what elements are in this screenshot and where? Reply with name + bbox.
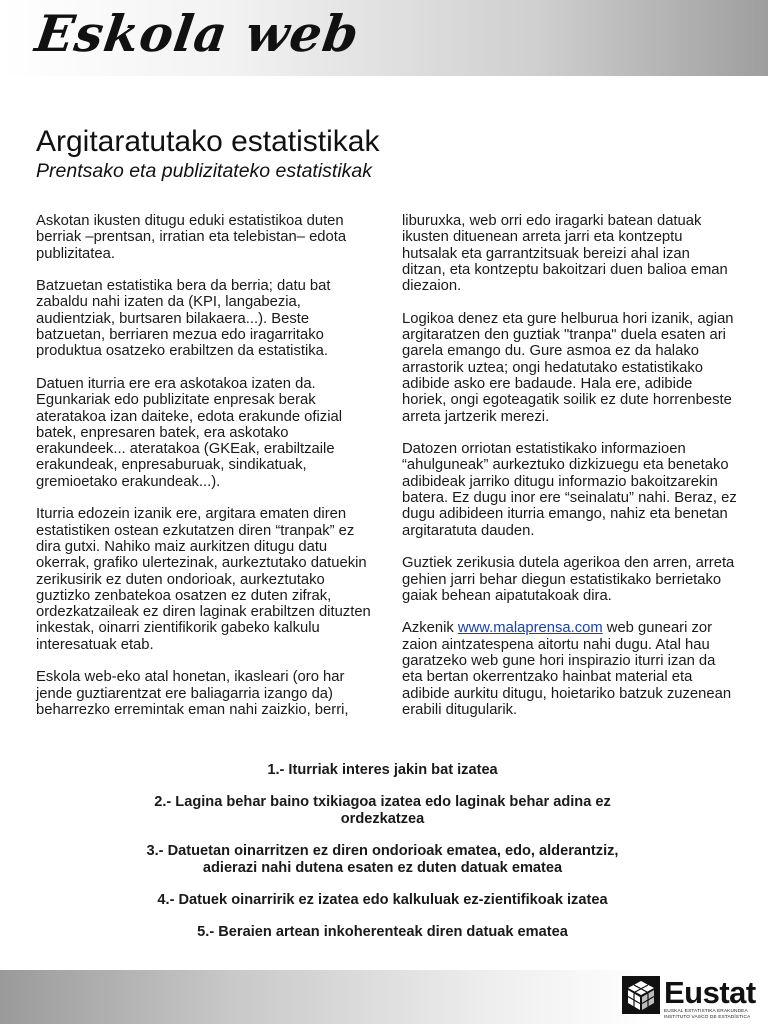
page-title: Argitaratutako estatistikak — [36, 125, 380, 158]
paragraph: Askotan ikusten ditugu eduki estatistikoa duten berriak –prentsan, irratian eta telebistan– edota publizitatea. — [36, 213, 347, 262]
right-column — [402, 213, 737, 735]
page-subtitle: Prentsako eta publizitateko estatistikak — [36, 160, 373, 182]
paragraph: Iturria edozein izanik ere, argitara ematen diren estatistiken ostean ezkutatzen diren “tranpak” ez dira gutxi. Nahiko maiz aurkitzen ditugu datu okerrak, grafiko ulertezinak, aurkeztutako datuekin zerikusirik ez duten ondorioak, aurkeztutako guztizko zenbatekoa osatzen ez duten zifrak, ordezkatzaileak ez diren laginak erabiltzen dituzten inkestak, oinarri zientifikorik gabeko kalkulu interesatuak etab. — [36, 506, 371, 653]
closing-text-end: web guneari zor zaion aintzatespena aitortu nahi dugu. Atal hau garatzeko web gune hori inspirazio iturri izan da eta bertan okerrentzako hainbat material eta adibide aurkitu ditugu, hoietariko batzuk zuzenean erabili ditugularik. — [402, 620, 732, 718]
header-band — [0, 0, 768, 76]
paragraph: Logikoa denez eta gure helburua hori izanik, agian argitaratzen den guztiak "tranpa" duela esaten ari garela emango du. Gure asmoa ez da halako arrastorik uztea; ongi hedatutako estatistikako adibide asko ere badaude. Hala ere, adibide horiek, ongi egoteagatik soilik ez dute horrenbeste arreta jartzerik merezi. — [402, 310, 734, 425]
eustat-logo — [622, 976, 764, 1022]
closing-text-start: Azkenik — [402, 620, 458, 637]
eustat-logo-line-2: INSTITUTO VASCO DE ESTADÍSTICA — [664, 1014, 751, 1020]
eustat-logo-line-1: EUSKAL ESTATISTIKA ERAKUNDEA — [664, 1009, 748, 1014]
eustat-cube-icon — [622, 976, 660, 1014]
closing-paragraph — [402, 620, 737, 718]
paragraph: Datuen iturria ere era askotakoa izaten da. Egunkariak edo publizitate enpresak berak ateratakoa izan daiteke, edota erakunde ofizial batek, enpresaren batek, era askotako erakundeek... ateratakoa (GKEak, erabiltzaile erakundeak, enpresaburuak, sindikatuak, gremioetako erakundeak...). — [36, 375, 343, 490]
key-point: 4.- Datuek oinarririk ez izatea edo kalkuluak ez-zientifikoak izatea — [157, 892, 608, 908]
left-column — [36, 213, 371, 735]
eustat-logo-name: Eustat — [664, 975, 756, 1010]
key-point: 1.- Iturriak interes jakin bat izatea — [267, 762, 498, 778]
eustat-logo-subtitle — [664, 1009, 764, 1020]
key-point: 2.- Lagina behar baino txikiagoa izatea edo laginak behar adina ez ordezkatzea — [154, 794, 611, 827]
key-points-list — [140, 762, 625, 956]
paragraph: Guztiek zerikusia dutela agerikoa den arren, arreta gehien jarri behar diegun estatistikako berrietako gaiak behean aipatutakoak dira. — [402, 555, 735, 604]
paragraph: liburuxka, web orri edo iragarki batean datuak ikusten dituenean arreta jarri eta kontzeptu hutsalak eta garrantzitsuak bereizi ahal izan ditzan, eta kontzeptu bakoitzari duen balioa eman diezaion. — [402, 213, 728, 295]
key-point: 3.- Datuetan oinarritzen ez diren ondorioak ematea, edo, alderantziz, adierazi nahi dutena esaten ez duten datuak ematea — [146, 843, 619, 876]
brand-title: Eskola web — [31, 4, 364, 63]
key-point: 5.- Beraien artean inkoherenteak diren datuak ematea — [197, 924, 568, 940]
malaprensa-link[interactable]: www.malaprensa.com — [457, 620, 603, 637]
paragraph: Datozen orriotan estatistikako informazioen “ahulguneak” aurkeztuko dizkizuegu eta benetako adibideak jarriko ditugu informazio bakoitzarekin batera. Ez dugu inor ere “seinalatu” nahi. Beraz, ez dugu adibideen iturria emango, nahiz eta benetan argitaratuta dauden. — [402, 441, 737, 539]
paragraph: Eskola web-eko atal honetan, ikasleari (oro har jende guztiarentzat ere baliagarria izango da) beharrezko erremintak eman nahi zaizkio, berri, — [36, 669, 349, 718]
paragraph: Batzuetan estatistika bera da berria; datu bat zabaldu nahi izaten da (KPI, langabezia, audientziak, burtsaren bilakaera...). Beste batzuetan, berriaren mezua edo iragarritako produktua osatzeko erabiltzen da estatistika. — [36, 278, 331, 360]
